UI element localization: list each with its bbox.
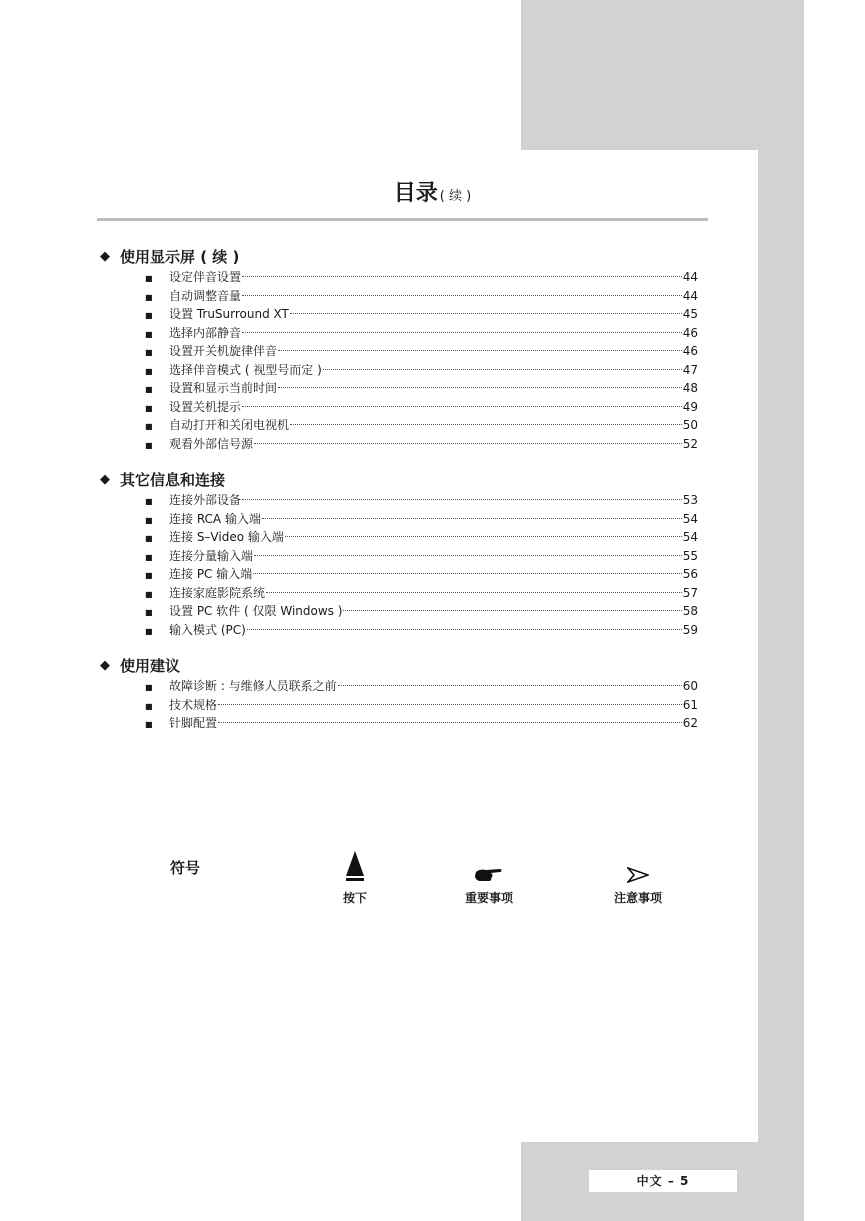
- square-bullet-icon: ■: [145, 497, 153, 506]
- toc-entry-page: 58: [682, 604, 698, 618]
- toc-entry-page: 52: [682, 436, 698, 451]
- toc-entry-page: 54: [682, 511, 698, 526]
- toc-entry: [100, 714, 698, 733]
- toc-entry-page: 56: [682, 567, 698, 581]
- page-title-sub: ( 续 ): [439, 189, 472, 204]
- toc-entry-label: 连接外部设备: [169, 493, 242, 507]
- dot-leader: [218, 722, 682, 723]
- symbols-label: 符号: [170, 859, 201, 877]
- toc-entry-label: 连接 RCA 输入端: [169, 511, 261, 526]
- toc-section-heading: [100, 246, 698, 268]
- toc-entry: [100, 621, 698, 640]
- toc-section: [100, 246, 698, 453]
- toc-entry-label: 选择内部静音: [169, 325, 242, 340]
- toc-entry-label: 设置关机提示: [169, 399, 242, 414]
- toc-entry-label: 连接分量输入端: [169, 548, 254, 563]
- gray-band-right: [758, 150, 804, 1221]
- square-bullet-icon: ■: [145, 552, 153, 562]
- toc-entry-label: 选择伴音模式 ( 视型号而定 ): [169, 362, 322, 377]
- square-bullet-icon: ■: [145, 348, 153, 357]
- symbol-note-caption: 注意事项: [613, 891, 662, 905]
- toc-entry: [100, 398, 698, 417]
- square-bullet-icon: ■: [145, 274, 153, 283]
- square-bullet-icon: ■: [145, 403, 153, 413]
- square-bullet-icon: ■: [145, 385, 153, 394]
- dot-leader: [254, 555, 682, 556]
- dot-leader: [218, 704, 682, 705]
- toc-entry-page: 60: [682, 679, 698, 693]
- toc-entry-page: 62: [682, 716, 698, 730]
- square-bullet-icon: ■: [145, 608, 153, 617]
- toc-entry: [100, 491, 698, 510]
- dot-leader: [285, 536, 682, 537]
- dot-leader: [262, 518, 682, 519]
- toc-entry-label: 自动打开和关闭电视机: [169, 418, 290, 432]
- square-bullet-icon: ■: [145, 720, 153, 729]
- toc-entry: [100, 305, 698, 324]
- diamond-bullet-icon: ◆: [100, 658, 110, 673]
- toc-entry-page: 55: [682, 548, 698, 563]
- table-of-contents: [100, 246, 698, 749]
- dot-leader: [266, 592, 682, 593]
- toc-entry-page: 47: [682, 362, 698, 377]
- dot-leader: [242, 332, 682, 333]
- square-bullet-icon: ■: [145, 366, 153, 376]
- page-title-main: 目录: [393, 181, 438, 206]
- symbol-important: [434, 845, 544, 906]
- square-bullet-icon: ■: [145, 701, 153, 711]
- gray-band-top: [521, 0, 804, 150]
- dot-leader: [242, 406, 682, 407]
- square-bullet-icon: ■: [145, 440, 153, 450]
- toc-entry: [100, 361, 698, 380]
- press-triangle-icon: [344, 849, 366, 883]
- dot-leader: [278, 387, 682, 388]
- dot-leader: [290, 313, 682, 314]
- toc-entry-page: 57: [682, 585, 698, 600]
- dot-leader: [254, 443, 682, 444]
- diamond-bullet-icon: ◆: [100, 472, 110, 487]
- toc-entry-page: 44: [682, 288, 698, 303]
- square-bullet-icon: ■: [145, 329, 153, 339]
- toc-entry: [100, 677, 698, 696]
- arrow-note-icon: [627, 867, 649, 883]
- square-bullet-icon: ■: [145, 589, 153, 599]
- toc-entry-label: 观看外部信号源: [169, 436, 254, 451]
- toc-entry-label: 连接 S–Video 输入端: [169, 530, 284, 544]
- square-bullet-icon: ■: [145, 534, 153, 543]
- dot-leader: [247, 629, 682, 630]
- square-bullet-icon: ■: [145, 626, 153, 636]
- square-bullet-icon: ■: [145, 292, 153, 302]
- dot-leader: [278, 350, 682, 351]
- square-bullet-icon: ■: [145, 422, 153, 431]
- toc-entry-page: 53: [682, 493, 698, 507]
- toc-entry-label: 针脚配置: [169, 716, 218, 730]
- dot-leader: [242, 295, 682, 296]
- square-bullet-icon: ■: [145, 311, 153, 320]
- symbol-press: [300, 845, 410, 906]
- title-divider: [97, 218, 708, 221]
- toc-entry: [100, 584, 698, 603]
- toc-entry: [100, 324, 698, 343]
- toc-entry-label: 自动调整音量: [169, 288, 242, 303]
- toc-entry: [100, 528, 698, 547]
- toc-entry-label: 设置 PC 软件 ( 仅限 Windows ): [169, 604, 343, 618]
- toc-entry-label: 设置 TruSurround XT: [169, 307, 289, 321]
- toc-entry: [100, 435, 698, 454]
- toc-section-heading: [100, 655, 698, 677]
- toc-entry: [100, 379, 698, 398]
- toc-entry-label: 连接 PC 输入端: [169, 567, 253, 581]
- square-bullet-icon: ■: [145, 515, 153, 525]
- toc-entry-label: 设置和显示当前时间: [169, 381, 278, 395]
- dot-leader: [242, 276, 682, 277]
- toc-entry: [100, 565, 698, 584]
- dot-leader: [343, 610, 681, 611]
- toc-entry: [100, 547, 698, 566]
- toc-section: [100, 469, 698, 639]
- toc-entry-label: 设定伴音设置: [169, 270, 242, 284]
- square-bullet-icon: ■: [145, 571, 153, 580]
- toc-entry-label: 连接家庭影院系统: [169, 585, 266, 600]
- toc-entry-page: 46: [682, 325, 698, 340]
- toc-entry: [100, 342, 698, 361]
- toc-entry: [100, 602, 698, 621]
- dot-leader: [290, 424, 682, 425]
- toc-entry-page: 46: [682, 344, 698, 358]
- symbol-important-caption: 重要事项: [464, 891, 513, 905]
- toc-entry-label: 设置开关机旋律伴音: [169, 344, 278, 358]
- toc-entry-page: 48: [682, 381, 698, 395]
- toc-entry: [100, 287, 698, 306]
- dot-leader: [323, 369, 682, 370]
- dot-leader: [338, 685, 682, 686]
- symbol-press-caption: 按下: [342, 891, 367, 905]
- toc-section-heading-text: 使用建议: [120, 657, 181, 675]
- toc-entry-label: 故障诊断 : 与维修人员联系之前: [169, 679, 337, 693]
- toc-entry-page: 59: [682, 622, 698, 637]
- toc-section: [100, 655, 698, 733]
- dot-leader: [253, 573, 681, 574]
- diamond-bullet-icon: ◆: [100, 249, 110, 264]
- toc-entry-label: 技术规格: [169, 697, 218, 712]
- toc-entry-page: 45: [682, 307, 698, 321]
- toc-entry-page: 50: [682, 418, 698, 432]
- pointing-hand-icon: [474, 867, 504, 883]
- toc-section-heading-text: 其它信息和连接: [120, 471, 226, 489]
- page-title: [0, 176, 865, 207]
- symbol-note: [583, 845, 693, 906]
- toc-entry: [100, 268, 698, 287]
- toc-entry: [100, 696, 698, 715]
- toc-section-heading: [100, 469, 698, 491]
- toc-entry-page: 61: [682, 697, 698, 712]
- toc-entry-label: 输入模式 (PC): [169, 622, 246, 637]
- toc-section-heading-text: 使用显示屏 ( 续 ): [120, 248, 240, 266]
- toc-entry: [100, 510, 698, 529]
- toc-entry-page: 54: [682, 530, 698, 544]
- page-number: 中文 – 5: [589, 1170, 737, 1192]
- square-bullet-icon: ■: [145, 683, 153, 692]
- toc-entry-page: 44: [682, 270, 698, 284]
- toc-entry: [100, 416, 698, 435]
- dot-leader: [242, 499, 682, 500]
- toc-entry-page: 49: [682, 399, 698, 414]
